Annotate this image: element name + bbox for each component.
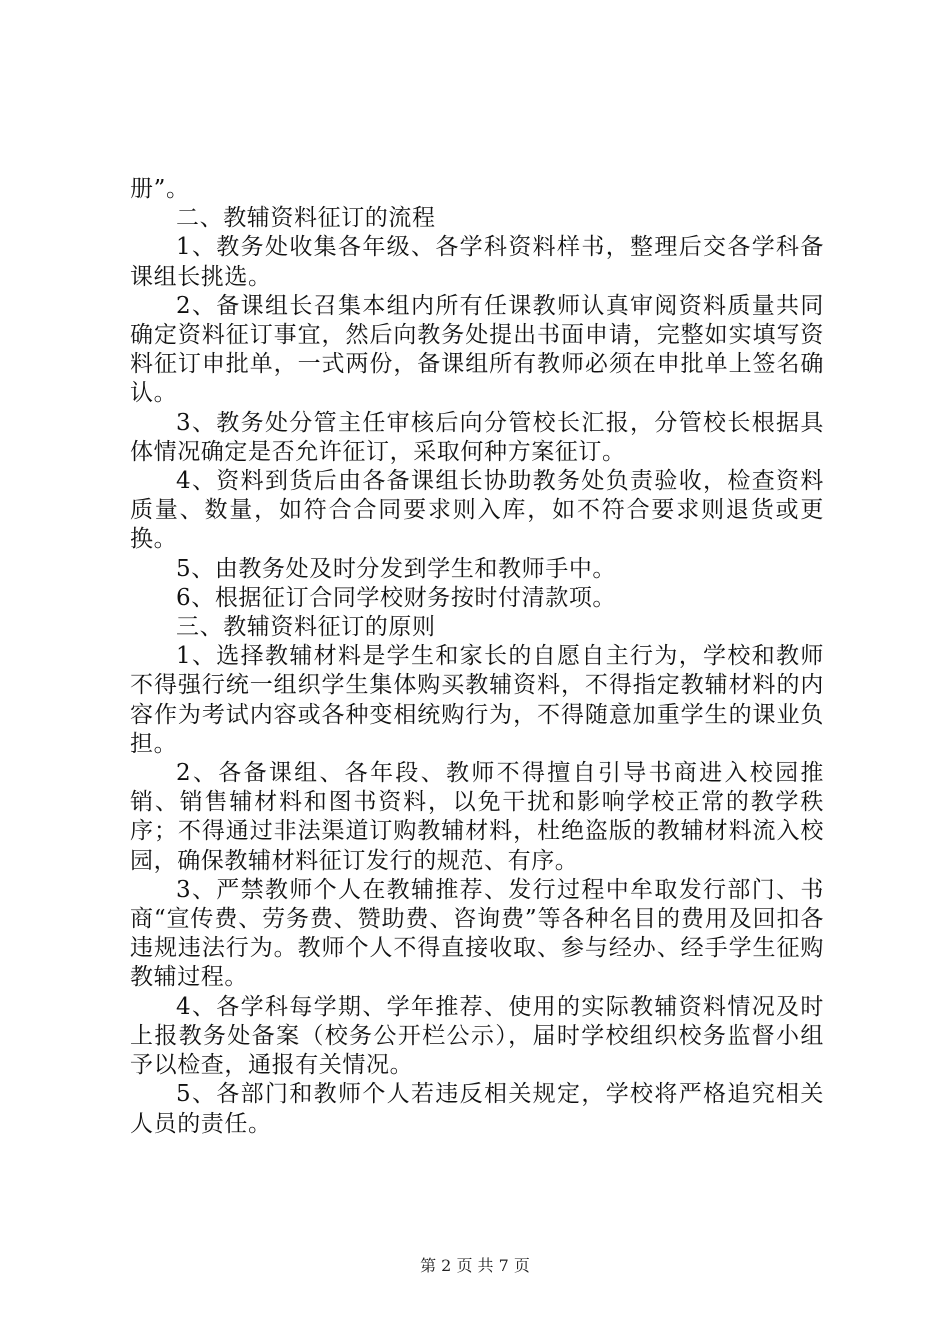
process-item-6: 6、根据征订合同学校财务按时付清款项。 [176, 584, 617, 611]
principle-item-1: 1、选择教辅材料是学生和家长的自愿自主行为，学校和教师不得强行统一组织学生集体购买教辅资料，不得指定教辅材料的内容作为考试内容或各种变相统购行为，不得随意加重学生的课业负担。 [130, 643, 824, 757]
principle-item-2: 2、各备课组、各年段、教师不得擅自引导书商进入校园推销、销售辅材料和图书资料，以免干扰和影响学校正常的教学秩序；不得通过非法渠道订购教辅材料，杜绝盗版的教辅材料流入校园，确保教辅材料征订发行的规范、有序。 [130, 760, 824, 874]
process-item-4: 4、资料到货后由各备课组长协助教务处负责验收，检查资料质量、数量，如符合合同要求则入库，如不符合要求则退货或更换。 [130, 468, 824, 553]
page-number-footer: 第 2 页 共 7 页 [420, 1256, 530, 1275]
principle-item-4: 4、各学科每学期、学年推荐、使用的实际教辅资料情况及时上报教务处备案（校务公开栏公示），届时学校组织校务监督小组予以检查，通报有关情况。 [130, 993, 824, 1079]
paragraph-continuation: 册”。 [130, 176, 190, 202]
process-item-3: 3、教务处分管主任审核后向分管校长汇报，分管校长根据具体情况确定是否允许征订，采取何种方案征订。 [130, 409, 824, 465]
section-heading-process: 二、教辅资料征订的流程 [176, 205, 436, 232]
process-item-2: 2、备课组长召集本组内所有任课教师认真审阅资料质量共同确定资料征订事宜，然后向教务处提出书面申请，完整如实填写资料征订申批单，一式两份，备课组所有教师必须在申批单上签名确认。 [130, 292, 824, 407]
section-heading-principles: 三、教辅资料征订的原则 [176, 614, 436, 641]
process-item-5: 5、由教务处及时分发到学生和教师手中。 [176, 555, 617, 582]
process-item-1: 1、教务处收集各年级、各学科资料样书，整理后交各学科备课组长挑选。 [130, 234, 824, 290]
principle-item-5: 5、各部门和教师个人若违反相关规定，学校将严格追究相关人员的责任。 [130, 1081, 824, 1137]
document-body [130, 175, 824, 1139]
principle-item-3: 3、严禁教师个人在教辅推荐、发行过程中牟取发行部门、书商“宣传费、劳务费、赞助费、咨询费”等各种名目的费用及回扣各违规违法行为。教师个人不得直接收取、参与经办、经手学生征购教辅过程。 [130, 876, 824, 991]
